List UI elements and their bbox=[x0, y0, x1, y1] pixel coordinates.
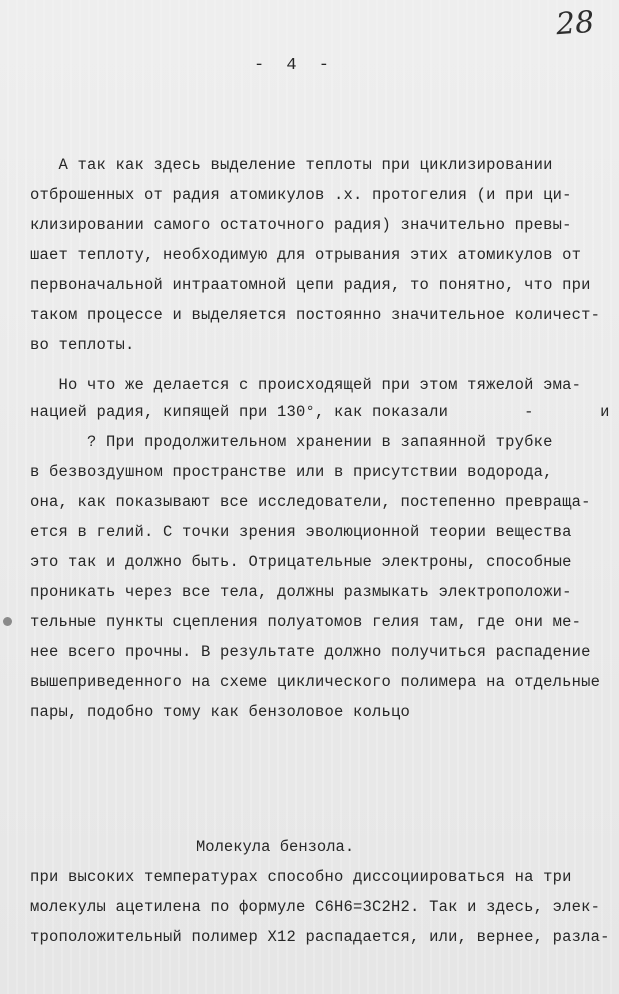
text-line: вышеприведенного на схеме циклического полимера на отдельные bbox=[30, 673, 601, 691]
text-line: нацией радия, кипящей при 130°, как показали - и bbox=[30, 403, 610, 421]
margin-hole-mark bbox=[3, 617, 12, 626]
text-line: А так как здесь выделение теплоты при циклизировании bbox=[30, 156, 553, 174]
text-line: таком процессе и выделяется постоянно значительное количест- bbox=[30, 306, 601, 324]
text-line: троположительный полимер X12 распадается, или, вернее, разла- bbox=[30, 928, 610, 946]
text-line: ? При продолжительном хранении в запаянной трубке bbox=[30, 433, 553, 451]
text-line: она, как показывают все исследователи, постепенно превраща- bbox=[30, 493, 591, 511]
text-line: нее всего прочны. В результате должно получиться распадение bbox=[30, 643, 591, 661]
text-line: отброшенных от радия атомикулов .х. протогелия (и при ци- bbox=[30, 186, 572, 204]
text-line: шает теплоту, необходимую для отрывания этих атомикулов от bbox=[30, 246, 582, 264]
archive-page-number: 28 bbox=[554, 4, 596, 43]
figure-caption: Молекула бензола. bbox=[196, 838, 355, 856]
text-line: первоначальной интраатомной цепи радия, то понятно, что при bbox=[30, 276, 591, 294]
text-line: Но что же делается с происходящей при этом тяжелой эма- bbox=[30, 376, 582, 394]
text-line: тельные пункты сцепления полуатомов гелия там, где они ме- bbox=[30, 613, 582, 631]
text-line: при высоких температурах способно диссоциироваться на три bbox=[30, 868, 572, 886]
text-line: это так и должно быть. Отрицательные электроны, способные bbox=[30, 553, 572, 571]
text-line: проникать через все тела, должны размыкать электроположи- bbox=[30, 583, 572, 601]
page-number: - 4 - bbox=[254, 56, 336, 75]
text-line: ется в гелий. С точки зрения эволюционной теории вещества bbox=[30, 523, 572, 541]
text-line: молекулы ацетилена по формуле C6H6=3C2H2. Так и здесь, элек- bbox=[30, 898, 601, 916]
text-line: во теплоты. bbox=[30, 336, 135, 354]
text-line: в безвоздушном пространстве или в присутствии водорода, bbox=[30, 463, 553, 481]
text-line: клизировании самого остаточного радия) значительно превы- bbox=[30, 216, 572, 234]
text-line: пары, подобно тому как бензоловое кольцо bbox=[30, 703, 411, 721]
